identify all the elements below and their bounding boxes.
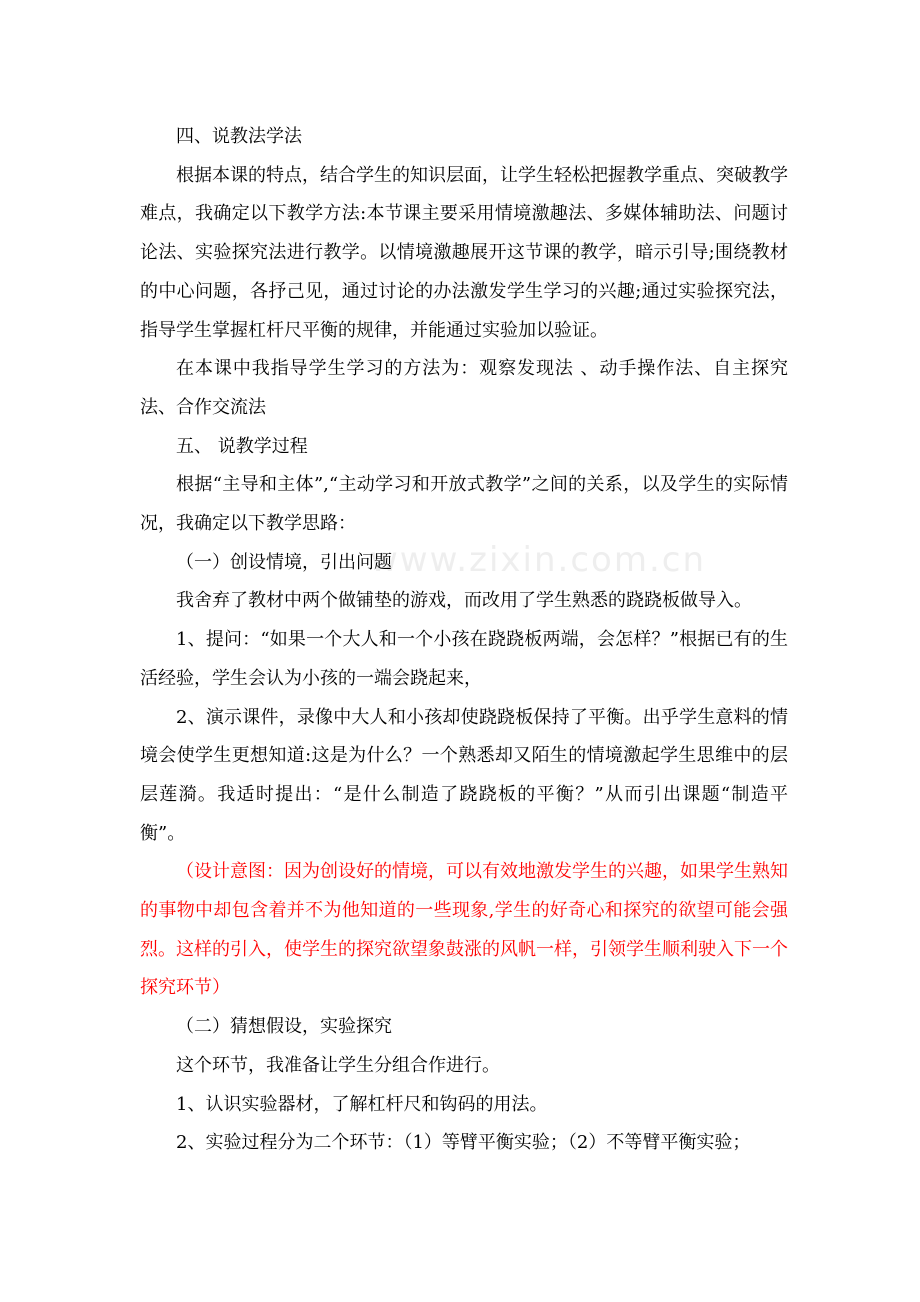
section-heading-teaching-methods: 四、说教法学法 <box>176 126 302 147</box>
paragraph-group-work: 这个环节，我准备让学生分组合作进行。 <box>176 1054 500 1076</box>
paragraph-design-intent: （设计意图：因为创设好的情境，可以有效地激发学生的兴趣，如果学生熟知的事物中却包含着并不为他知道的一些现象,学生的好奇心和探究的欲望可能会强烈。这样的引入，使学生的探究欲望象鼓涨的风帆一样，引领学生顺利驶入下一个探究环节） <box>140 861 788 999</box>
paragraph-question-step: 1、提问：“如果一个大人和一个小孩在跷跷板两端，会怎样？”根据已有的生活经验，学生会认为小孩的一端会跷起来， <box>140 629 788 689</box>
paragraph-teaching-methods: 根据本课的特点，结合学生的知识层面，让学生轻松把握教学重点、突破教学难点，我确定以下教学方法:本节课主要采用情境激趣法、多媒体辅助法、问题讨论法、实验探究法进行教学。以情境激趣展开这节课的教学，暗示引导;围绕教材的中心问题，各抒己见，通过讨论的办法激发学生学习的兴趣;通过实验探究法，指导学生掌握杠杆尺平衡的规律，并能通过实验加以验证。 <box>140 164 788 341</box>
paragraph-experiment-stages: 2、实验过程分为二个环节：（1）等臂平衡实验；（2）不等臂平衡实验； <box>176 1132 751 1154</box>
paragraph-teaching-approach: 根据“主导和主体”,“主动学习和开放式教学”之间的关系，以及学生的实际情况，我确定以下教学思路： <box>140 474 788 535</box>
paragraph-demo-step: 2、演示课件，录像中大人和小孩却使跷跷板保持了平衡。出乎学生意料的情境会使学生更想知道:这是为什么？一个熟悉却又陌生的情境激起学生思维中的层层莲漪。我适时提出：“是什么制造了跷跷板的平衡？”从而引出课题“制造平衡”。 <box>140 706 788 844</box>
subheading-create-situation: （一）创设情境，引出问题 <box>176 551 392 573</box>
document-body <box>140 118 788 1163</box>
paragraph-equipment-step: 1、认识实验器材，了解杠杆尺和钩码的用法。 <box>176 1093 548 1115</box>
subheading-hypothesis-experiment: （二）猜想假设，实验探究 <box>176 1016 392 1038</box>
paragraph-seesaw-intro: 我舍弃了教材中两个做铺垫的游戏，而改用了学生熟悉的跷跷板做导入。 <box>176 590 752 612</box>
watermark: www.zixin.com.cn <box>370 540 706 580</box>
section-heading-teaching-process: 五、 说教学过程 <box>176 435 308 457</box>
paragraph-learning-methods: 在本课中我指导学生学习的方法为：观察发现法 、动手操作法、自主探究法、合作交流法 <box>140 358 788 418</box>
